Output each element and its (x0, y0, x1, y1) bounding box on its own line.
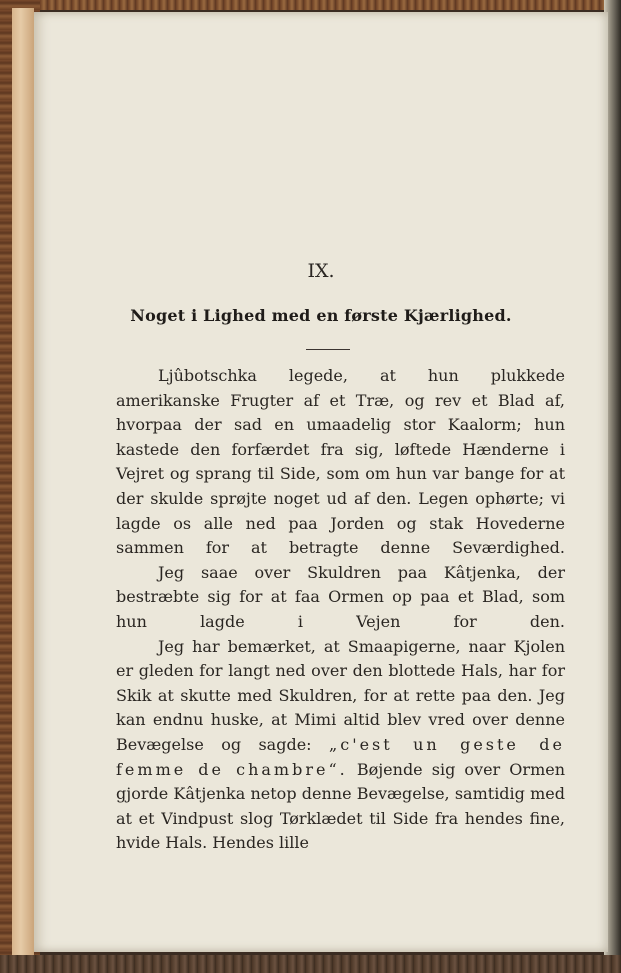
chapter-number: IX. (307, 260, 335, 282)
book-page (34, 12, 608, 952)
paragraph-3-text-before: Jeg har bemærket, at Smaapigerne, naar Kjolen er gleden for langt ned over den blottede Hals, har for Skik at skutte med Skuldren, for at rette paa den. Jeg kan endnu huske, at Mimi altid blev vred over denne Bevægelse og sagde: (116, 636, 565, 754)
page-stack-edge (12, 8, 34, 963)
chapter-divider (306, 349, 350, 350)
paragraph-3-text-after: Bøjende sig over Ormen gjorde Kâtjenka netop denne Bevægelse, samtidig med at et Vindpust slog Tørklædet til Side fra hendes fine, hvide Hals. Hendes lille (116, 759, 566, 853)
chapter-title: Noget i Lighed med en første Kjærlighed. (130, 306, 512, 325)
paragraph-1: Ljûbotschka legede, at hun plukkede amerikanske Frugter af et Træ, og rev et Blad af, hvorpaa der sad en umaadelig stor Kaalorm; hun kastede den forfærdet fra sig, løftede Hænderne i Vejret og sprang til Side, som om hun var bange for at der skulde sprøjte noget ud af den. Legen ophørte; vi lagde os alle ned paa Jorden og stak Hovederne sammen for at betragte denne Seværdighed. (116, 366, 565, 558)
book-bottom-edge (0, 955, 621, 973)
paragraph-3 (116, 635, 565, 856)
book-top-edge (0, 0, 621, 10)
french-quote: „c'est un geste de femme de chambre“. (116, 734, 565, 779)
paragraph-2: Jeg saae over Skuldren paa Kâtjenka, der bestræbte sig for at faa Ormen op paa et Blad, som hun lagde i Vejen for den. (116, 562, 565, 631)
chapter-body (116, 364, 565, 856)
